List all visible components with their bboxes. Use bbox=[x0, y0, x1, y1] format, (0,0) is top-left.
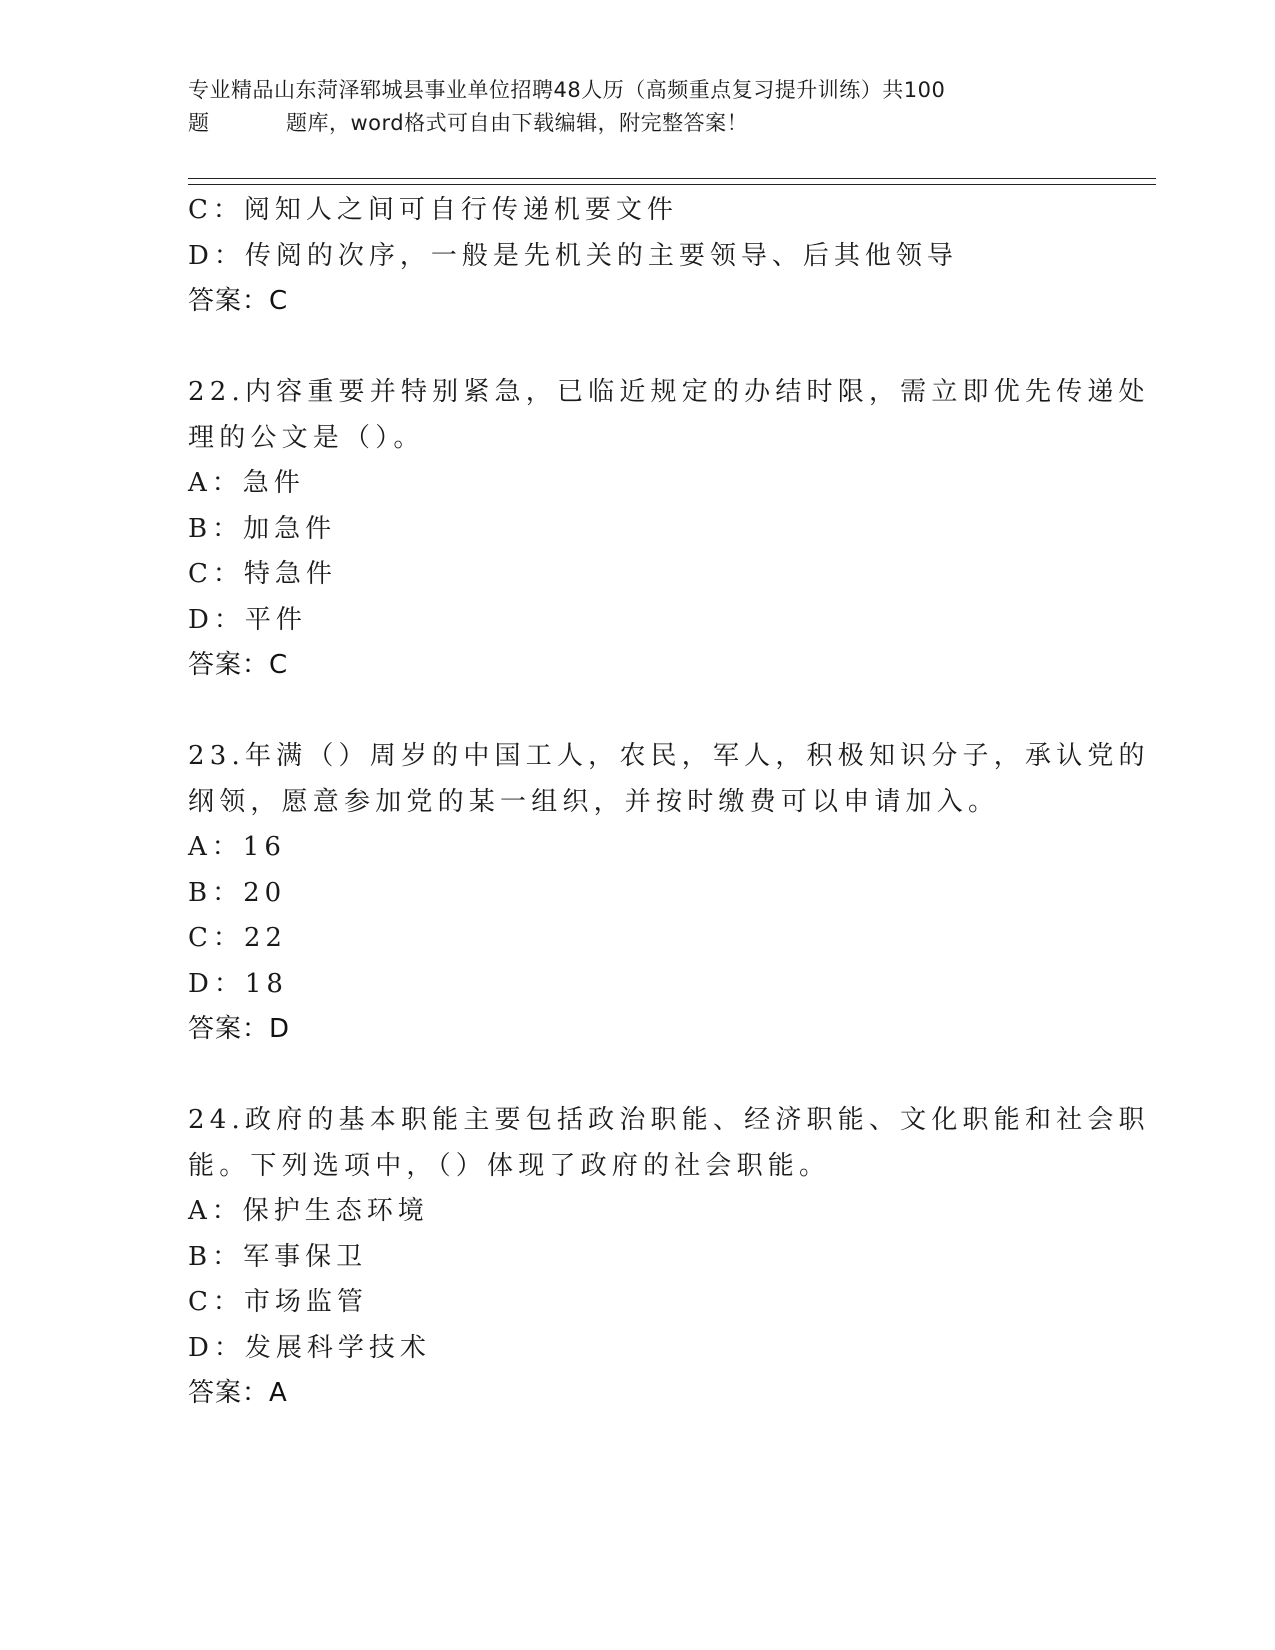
question-text-line2: 理的公文是（）。 bbox=[188, 422, 425, 453]
spacer bbox=[188, 1053, 1088, 1099]
document-header bbox=[188, 74, 1068, 140]
spacer bbox=[188, 689, 1088, 735]
header-title-line1: 专业精品山东菏泽郓城县事业单位招聘48人历（高频重点复习提升训练）共100 bbox=[188, 78, 946, 102]
option-c: C：市场监管 bbox=[188, 1287, 368, 1317]
header-divider-bottom bbox=[188, 184, 1156, 185]
option-d: D：18 bbox=[188, 968, 288, 999]
question-22 bbox=[188, 370, 1150, 689]
question-21-fragment bbox=[188, 188, 1088, 325]
question-text-line1: 24.政府的基本职能主要包括政治职能、经济职能、文化职能和社会职 bbox=[188, 1105, 1150, 1135]
option-b: B：20 bbox=[188, 877, 287, 908]
question-24 bbox=[188, 1098, 1150, 1417]
option-c: C：阅知人之间可自行传递机要文件 bbox=[188, 195, 678, 225]
header-title-line2 bbox=[188, 107, 1068, 140]
question-text-line1: 22.内容重要并特别紧急，已临近规定的办结时限，需立即优先传递处 bbox=[188, 377, 1150, 407]
header-divider-top bbox=[188, 178, 1156, 179]
option-b: B：军事保卫 bbox=[188, 1241, 368, 1272]
option-a: A：16 bbox=[188, 832, 286, 862]
answer: 答案：C bbox=[188, 650, 289, 680]
question-text-line2: 能。下列选项中，（）体现了政府的社会职能。 bbox=[188, 1150, 831, 1181]
option-d: D：发展科学技术 bbox=[188, 1332, 431, 1363]
spacer bbox=[188, 325, 1088, 371]
question-23 bbox=[188, 734, 1150, 1053]
option-c: C：特急件 bbox=[188, 559, 337, 589]
option-a: A：保护生态环境 bbox=[188, 1196, 429, 1226]
option-d: D：传阅的次序，一般是先机关的主要领导、后其他领导 bbox=[188, 240, 958, 271]
header-title-line2-lead: 题 bbox=[188, 111, 210, 135]
option-b: B：加急件 bbox=[188, 513, 337, 544]
answer: 答案：D bbox=[188, 1014, 291, 1044]
answer: 答案：C bbox=[188, 286, 289, 316]
option-d: D：平件 bbox=[188, 604, 307, 635]
header-title-line2-rest: 题库，word格式可自由下载编辑，附完整答案！ bbox=[286, 111, 749, 135]
option-c: C：22 bbox=[188, 923, 287, 953]
document-body bbox=[188, 188, 1150, 1417]
question-text-line2: 纲领，愿意参加党的某一组织，并按时缴费可以申请加入。 bbox=[188, 786, 1000, 817]
question-text-line1: 23.年满（）周岁的中国工人，农民，军人，积极知识分子，承认党的 bbox=[188, 741, 1150, 771]
answer: 答案：A bbox=[188, 1378, 288, 1408]
option-a: A：急件 bbox=[188, 468, 305, 498]
